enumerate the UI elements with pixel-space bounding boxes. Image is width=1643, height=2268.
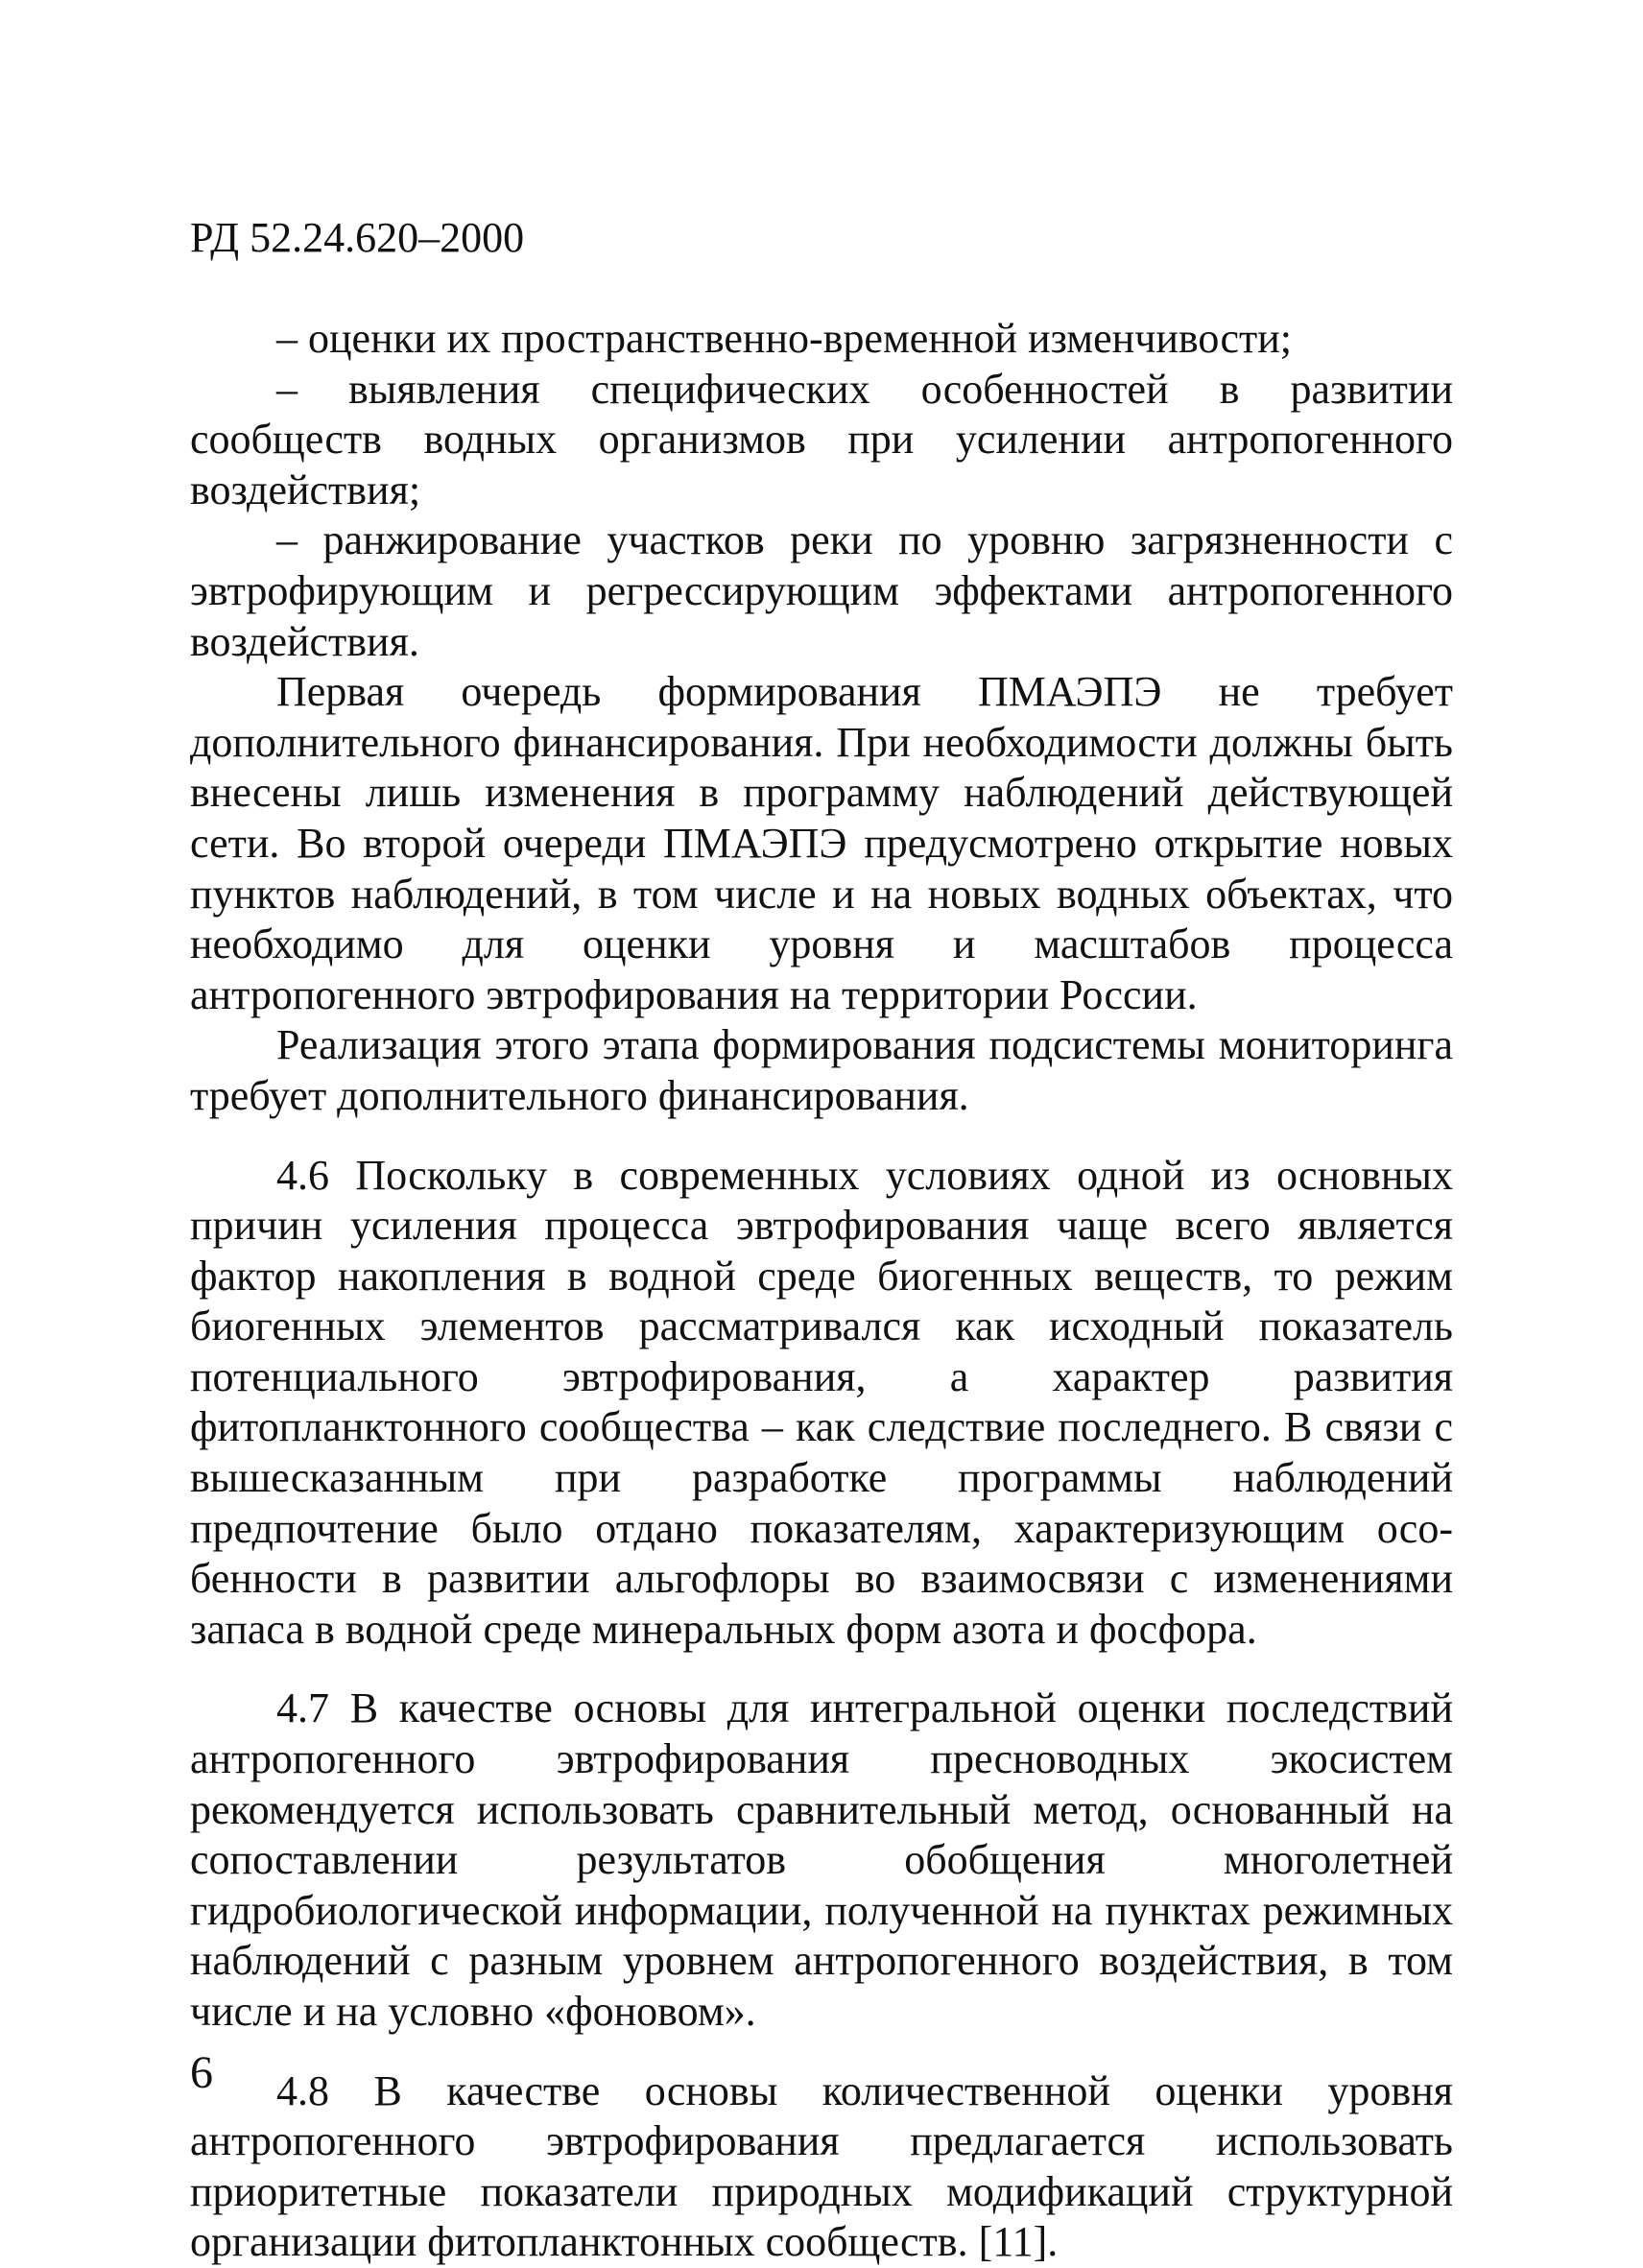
document-code: РД 52.24.620–2000 xyxy=(190,214,525,261)
paragraph-first-stage: Первая очередь формирования ПМАЭПЭ не требует дополнительного финансирования. При необходимости должны быть внесены лишь изменения в программу наблюдений действующей сети. Во второй очереди ПМАЭПЭ предусмотрено открытие новых пунктов наблюдений, в том числе и на новых водных объектах, что необходимо для оценки уровня и масштабов процесса антропогенного эвтрофирования на территории России. xyxy=(190,668,1453,1018)
document-body xyxy=(190,314,1453,2268)
paragraph-4-7: 4.7 В качестве основы для интегральной оценки последствий антропогенного эвтрофирования пресноводных экосистем рекомендуется использовать сравнительный метод, основанный на сопоставлении результатов обобщения многолетней гидробиологической информации, полученной на пунктах режимных наблюдений с разным уровнем антропогенного воздействия, в том числе и на условно «фоновом». xyxy=(190,1684,1453,2035)
list-item-river-ranking: – ранжирование участков реки по уровню загрязненности с эвтрофирующим и регрессирующим эффектами антропогенного воздействия. xyxy=(190,516,1453,665)
paragraph-4-6: 4.6 Поскольку в современных условиях одной из основных причин усиления процесса эвтрофирования чаще всего является фактор накопления в водной среде биогенных веществ, то режим биогенных элементов рассматривался как исходный показатель потенциального эвтрофирования, а характер развития фитопланктонного сообщества – как следствие последнего. В связи с вышесказанным при разработке программы наблюдений предпочтение было отдано показателям, характеризующим особенности в развитии альгофлоры во взаимосвязи с изменениями запаса в водной среде минеральных форм азота и фосфора. xyxy=(190,1151,1453,1653)
paragraph-4-8: 4.8 В качестве основы количественной оценки уровня антропогенного эвтрофирования предлагается использовать приоритетные показатели природных модификаций структурной организации фитопланктонных сообществ. [11]. xyxy=(190,2066,1453,2266)
list-item-variability: – оценки их пространственно-временной изменчивости; xyxy=(276,315,1292,362)
page-number: 6 xyxy=(190,2047,213,2098)
paragraph-implementation: Реализация этого этапа формирования подсистемы мониторинга требует дополнительного финансирования. xyxy=(190,1021,1453,1119)
list-item-specific-features: – выявления специфических особенностей в развитии сообществ водных организмов при усилении антропогенного воздействия; xyxy=(190,365,1453,513)
